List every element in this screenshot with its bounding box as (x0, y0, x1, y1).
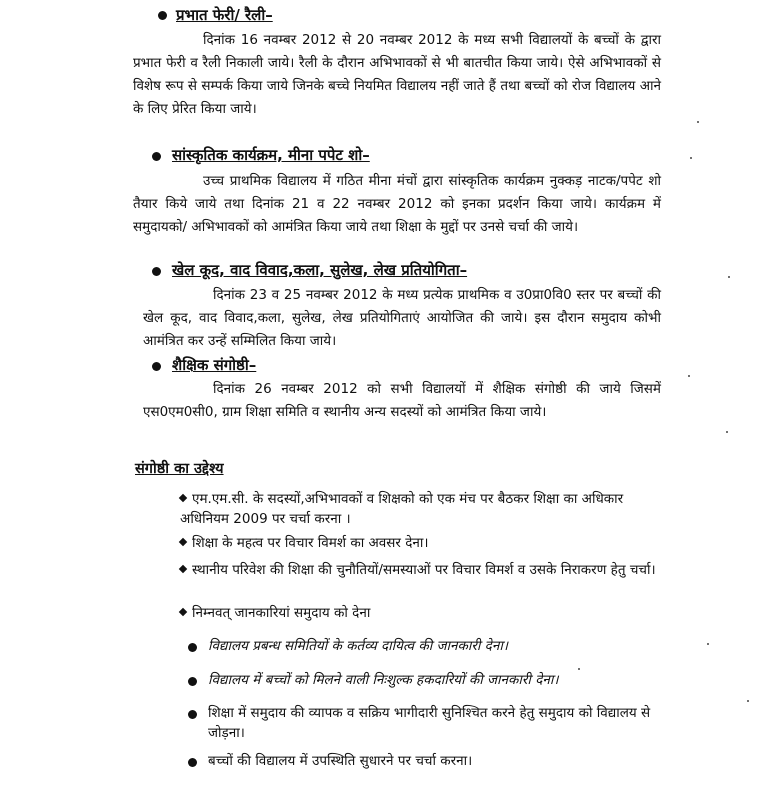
scan-speck (707, 643, 709, 645)
section-text: दिनांक 16 नवम्बर 2012 से 20 नवम्बर 2012 के मध्य सभी विद्यालयों के बच्चों के द्वारा प्रभात फेरी व रैली निकाली जाये। रैली के दौरान अभिभावकों से भी बातचीत किया जाये। ऐसे अभिभावकों से विशेष रूप से सम्पर्क किया जाये जिनके बच्चे नियमित विद्यालय नहीं जाते हैं तथा बच्चों को रोज विद्यालय आने के लिए प्रेरित किया जाये। (133, 32, 661, 117)
section-heading: शैक्षिक संगोष्ठी– (172, 356, 257, 374)
bullet-icon (188, 677, 197, 686)
objective-item (180, 603, 660, 623)
scan-speck (726, 431, 728, 433)
scan-speck (697, 121, 699, 123)
section-text: दिनांक 26 नवम्बर 2012 को सभी विद्यालयों में शैक्षिक संगोष्ठी की जाये जिसमें एस0एम0सी0, ग्राम शिक्षा समिति व स्थानीय अन्य सदस्यों को आमंत्रित किया जाये। (143, 381, 661, 420)
section-text: दिनांक 23 व 25 नवम्बर 2012 के मध्य प्रत्येक प्राथमिक व उ0प्रा0वि0 स्तर पर बच्चों की खेल कूद, वाद विवाद,कला, सुलेख, लेख प्रतियोगिताएं आयोजित की जाये। इस दौरान समुदाय कोभी आमंत्रित कर उन्हें सम्मिलित किया जाये। (143, 287, 661, 349)
scan-speck (578, 668, 580, 670)
scan-speck (747, 700, 749, 702)
objective-item (180, 533, 660, 553)
scan-speck (690, 157, 692, 159)
bullet-icon (158, 11, 167, 20)
section-paragraph (133, 170, 661, 239)
objective-item (180, 489, 660, 529)
diamond-bullet-icon (179, 565, 187, 573)
info-point: विद्यालय प्रबन्ध समितियों के कर्तव्य दायित्व की जानकारी देना। (208, 638, 508, 654)
objective-item (180, 560, 660, 580)
section-heading: प्रभात फेरी/ रैली– (176, 6, 273, 24)
section-paragraph (143, 284, 661, 353)
objective-text: स्थानीय परिवेश की शिक्षा की चुनौतियों/समस्याओं पर विचार विमर्श व उसके निराकरण हेतु चर्चा। (192, 562, 656, 578)
diamond-bullet-icon (179, 494, 187, 502)
diamond-bullet-icon (179, 608, 187, 616)
bullet-icon (152, 362, 161, 371)
bullet-icon (152, 267, 161, 276)
scan-speck (728, 276, 730, 278)
info-point: शिक्षा में समुदाय की व्यापक व सक्रिय भागीदारी सुनिश्चित करने हेतु समुदाय को विद्यालय से जोड़ना। (208, 705, 651, 741)
objective-text: एम.एम.सी. के सदस्यों,अभिभावकों व शिक्षको को एक मंच पर बैठकर शिक्षा का अधिकार अधिनियम 2009 पर चर्चा करना । (180, 491, 624, 527)
section-paragraph (143, 378, 661, 424)
diamond-bullet-icon (179, 538, 187, 546)
bullet-icon (152, 152, 161, 161)
section-heading: खेल कूद, वाद विवाद,कला, सुलेख, लेख प्रतियोगिता– (172, 261, 468, 279)
section-heading: सांस्कृतिक कार्यक्रम, मीना पपेट शो– (172, 146, 370, 164)
section-paragraph (133, 29, 661, 121)
section-text: उच्च प्राथमिक विद्यालय में गठित मीना मंचों द्वारा सांस्कृतिक कार्यक्रम नुक्कड़ नाटक/पपेट शो तैयार किये जाये तथा दिनांक 21 व 22 नवम्बर 2012 को इनका प्रदर्शन किया जाये। कार्यक्रम में समुदायको/ अभिभावकों को आमंत्रित किया जाये तथा शिक्षा के मुद्दों पर उनसे चर्चा की जाये। (133, 173, 661, 235)
bullet-icon (188, 758, 197, 767)
objectives-heading: संगोष्ठी का उद्देश्य (135, 461, 224, 477)
bullet-icon (188, 710, 197, 719)
bullet-icon (188, 643, 197, 652)
objective-text: निम्नवत् जानकारियां समुदाय को देना (192, 605, 371, 621)
info-point: विद्यालय में बच्चों को मिलने वाली निःशुल्क हकदारियों की जानकारी देना। (208, 672, 559, 688)
objective-text: शिक्षा के महत्व पर विचार विमर्श का अवसर देना। (192, 535, 429, 551)
scan-speck (688, 375, 690, 377)
info-point: बच्चों की विद्यालय में उपस्थिति सुधारने पर चर्चा करना। (208, 753, 473, 769)
